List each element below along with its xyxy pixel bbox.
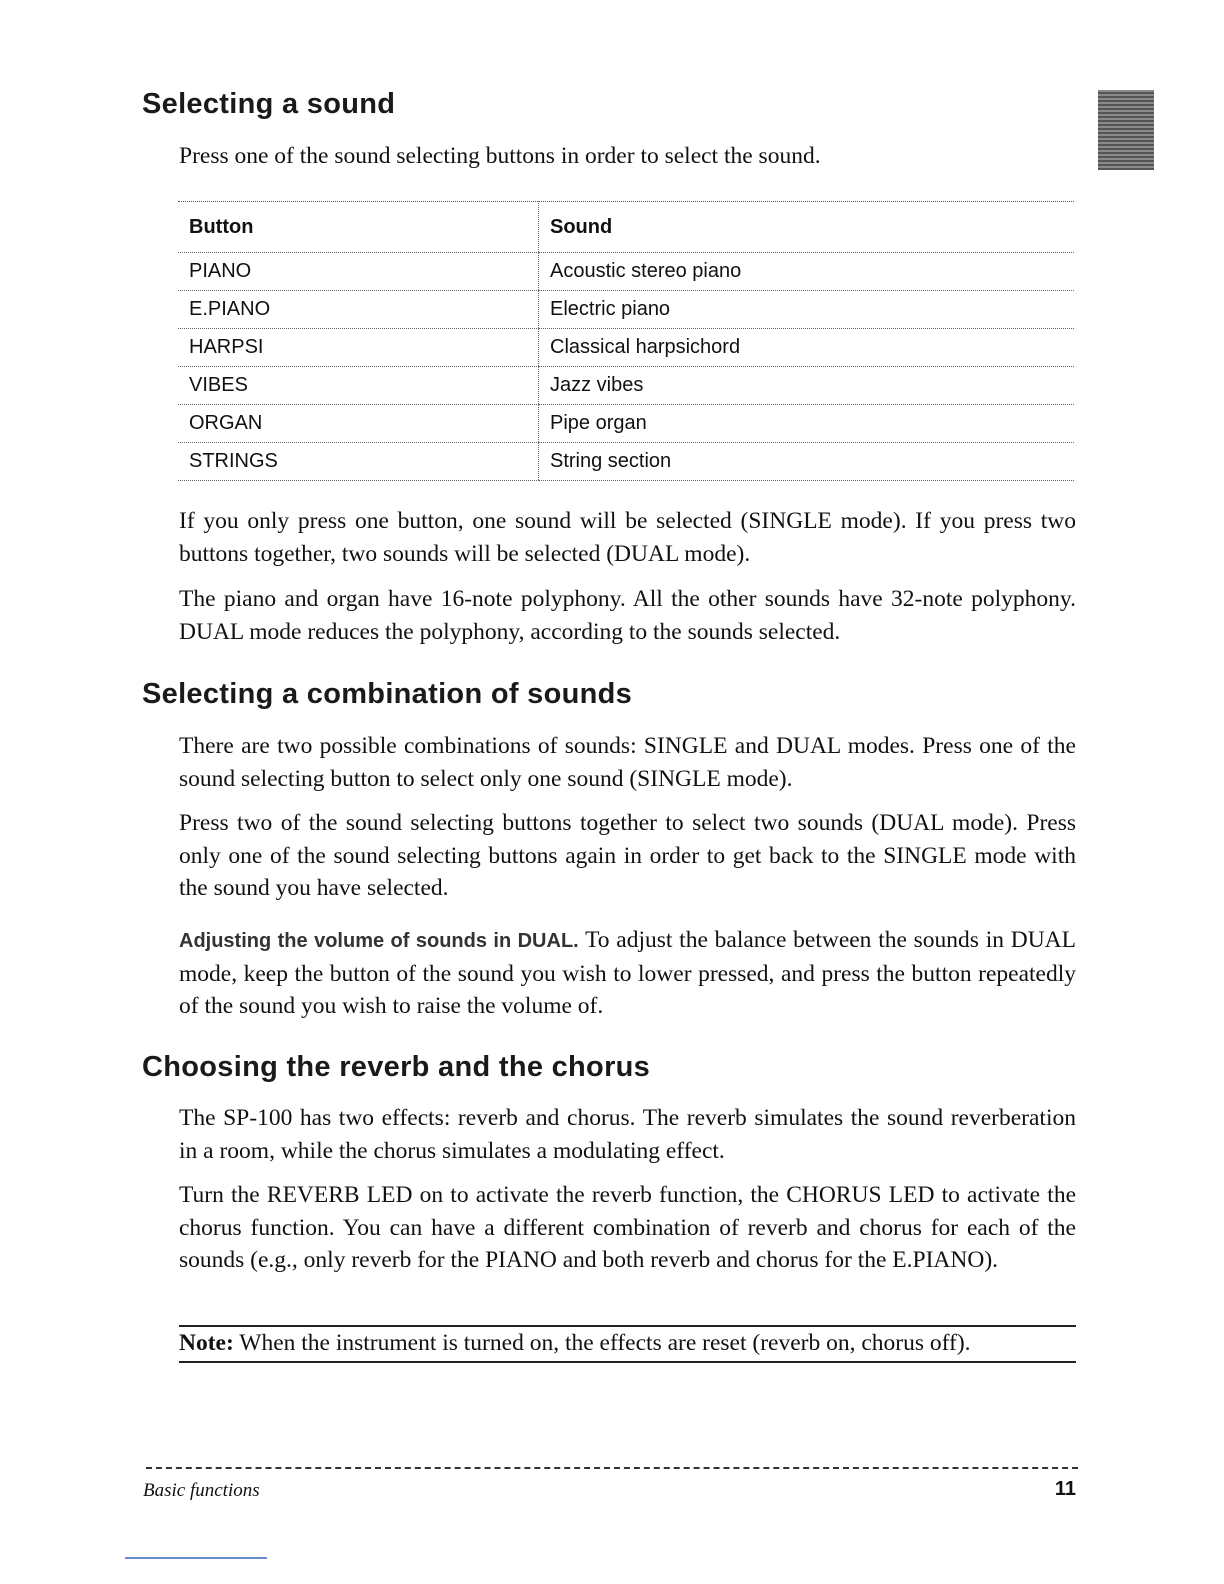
dual-volume-paragraph: [179, 924, 1076, 1023]
dual-volume-runin-heading: Adjusting the volume of sounds in DUAL.: [179, 930, 579, 952]
heading-selecting-a-sound: Selecting a sound: [142, 88, 396, 120]
page-number: 11: [1054, 1478, 1076, 1500]
col-header-sound: Sound: [539, 202, 1075, 253]
cell-button: VIBES: [178, 367, 539, 405]
table-row: [178, 405, 1074, 443]
cell-button: HARPSI: [178, 329, 539, 367]
sound-table: [178, 201, 1074, 481]
note-text: When the instrument is turned on, the effects are reset (reverb on, chorus off).: [239, 1330, 971, 1356]
table-row: [178, 443, 1074, 481]
reverb-chorus-paragraph: Turn the REVERB LED on to activate the reverb function, the CHORUS LED to activate the chorus function. You can have a different combination of reverb and chorus for each of the sounds (e.g., only reverb for the PIANO and both reverb and chorus for the E.PIANO).: [179, 1182, 1076, 1273]
cell-button: PIANO: [178, 253, 539, 291]
cell-sound: Pipe organ: [539, 405, 1075, 443]
cell-button: STRINGS: [178, 443, 539, 481]
heading-choosing-reverb-chorus: Choosing the reverb and the chorus: [142, 1051, 651, 1083]
footer-chapter-title: Basic functions: [143, 1480, 260, 1501]
combination-paragraph-2: Press two of the sound selecting buttons together to select two sounds (DUAL mode). Press only one of the sound selecting buttons again in order to get back to the SINGLE mode with the sound you have selected.: [179, 810, 1076, 901]
cell-button: ORGAN: [178, 405, 539, 443]
table-row: [178, 367, 1074, 405]
table-row: [178, 253, 1074, 291]
combination-paragraph-1: There are two possible combinations of sounds: SINGLE and DUAL modes. Press one of the sound selecting button to select only one sound (SINGLE mode).: [179, 733, 1076, 792]
single-dual-paragraph: If you only press one button, one sound will be selected (SINGLE mode). If you press two buttons together, two sounds will be selected (DUAL mode).: [179, 508, 1076, 567]
heading-selecting-a-combination: Selecting a combination of sounds: [142, 678, 633, 710]
col-header-button: Button: [178, 202, 539, 253]
section-edge-tab: [1098, 90, 1154, 170]
selecting-sound-intro: Press one of the sound selecting buttons in order to select the sound.: [179, 143, 821, 169]
cell-sound: Electric piano: [539, 291, 1075, 329]
scan-mark-line: [125, 1557, 267, 1559]
table-header-row: [178, 202, 1074, 253]
cell-button: E.PIANO: [178, 291, 539, 329]
dual-volume-text: To adjust the balance between the sounds in DUAL mode, keep the button of the sound you wish to lower pressed, and press the button repeatedly of the sound you wish to raise the volume of.: [179, 927, 1076, 1019]
table-row: [178, 291, 1074, 329]
table-row: [178, 329, 1074, 367]
effects-paragraph: The SP-100 has two effects: reverb and chorus. The reverb simulates the sound reverberation in a room, while the chorus simulates a modulating effect.: [179, 1105, 1076, 1164]
footer-dashed-rule: [146, 1467, 1078, 1469]
cell-sound: String section: [539, 443, 1075, 481]
note-box: [179, 1325, 1076, 1363]
cell-sound: Jazz vibes: [539, 367, 1075, 405]
polyphony-paragraph: The piano and organ have 16-note polyphony. All the other sounds have 32-note polyphony. DUAL mode reduces the polyphony, according to the sounds selected.: [179, 586, 1076, 645]
note-label: Note:: [179, 1330, 234, 1356]
cell-sound: Classical harpsichord: [539, 329, 1075, 367]
cell-sound: Acoustic stereo piano: [539, 253, 1075, 291]
